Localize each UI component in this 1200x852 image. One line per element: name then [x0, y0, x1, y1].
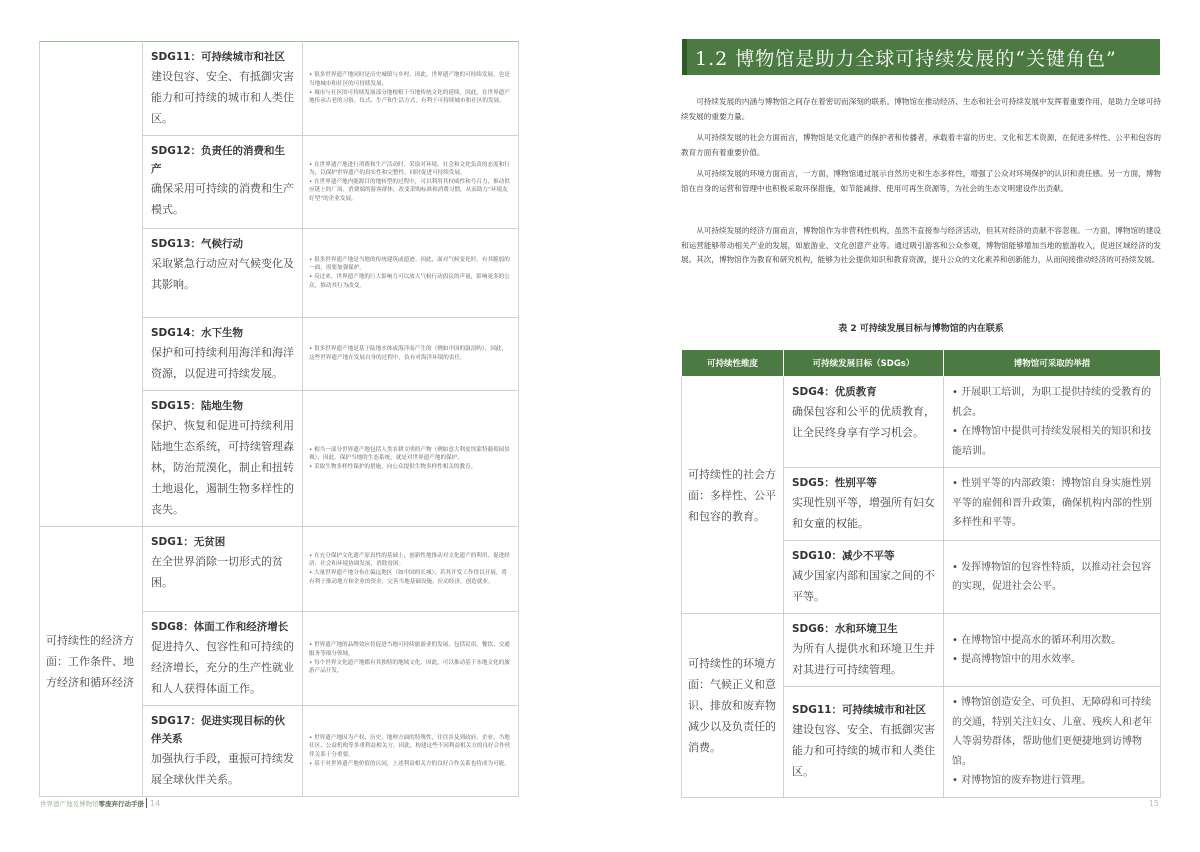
sdg-cell	[784, 687, 944, 798]
sdg-cell	[784, 614, 944, 687]
footer-title: 零废弃行动手册	[98, 799, 144, 808]
measure-item: • 反过来，世界遗产地的巨大影响力可以放大气候行动倡议的声量，影响更多的公众，推动其行为改变。	[309, 274, 510, 289]
measure-item: • 很多世界遗产地是当地的传统建筑或遗迹。因此，面对气候变化时，有其脆弱的一面，需要加强保护。	[309, 256, 510, 272]
sdg-title: SDG6：水和环境卫生	[792, 623, 898, 635]
dimension-cell	[682, 377, 784, 614]
measure-cell	[944, 687, 1161, 798]
measure-item: • 在博物馆中提高水的循环利用次数。	[952, 631, 1152, 651]
table-header-row	[682, 350, 1161, 377]
sdg-desc: 实现性别平等，增强所有妇女和女童的权能。	[792, 496, 935, 530]
measure-item: • 博物馆创造安全、可负担、无障碍和可持续的交通，特别关注妇女、儿童、残疾人和老年人等弱势群体，帮助他们更便捷地到访博物馆。	[952, 693, 1152, 771]
dimension-label: 可持续性的社会方面：多样性、公平和包容的教育。	[688, 467, 776, 523]
measure-item: • 提高博物馆中的用水效率。	[952, 650, 1152, 670]
sdg-desc: 在全世界消除一切形式的贫困。	[151, 555, 283, 589]
column-header: 博物馆可采取的举措	[944, 350, 1161, 377]
measure-cell	[303, 612, 519, 706]
heading-text: 1.2 博物馆是助力全球可持续发展的“关键角色”	[695, 47, 1117, 70]
sdg-title: SDG13：气候行动	[151, 238, 244, 250]
measure-item: • 大量世界遗产地分布在偏远地区（如中国的长城），若其开发工作得以开展，将有利于推动地方和企业的资金，完善当地基础设施，拉动经济，创造就业。	[309, 570, 508, 585]
measure-cell	[944, 468, 1161, 541]
measure-item: • 在世界遗产地进行消费和生产活动时，采取对环境、社会和文化负责的态度和行为，以保护世界遗产的真实性和完整性，同时促进可持续发展。	[309, 161, 510, 177]
paragraph: 可持续发展的内涵与博物馆之间存在着密切而深刻的联系。博物馆在推动经济、生态和社会可持续发展中发挥着重要作用，是助力全球可持续发展的重要力量。	[681, 97, 1161, 121]
sdg-cell	[143, 527, 303, 612]
table-caption: 表 2 可持续发展目标与博物馆的内在联系	[838, 324, 1004, 334]
sdg-desc: 加强执行手段，重振可持续发展全球伙伴关系。	[151, 752, 294, 786]
sdg-title: SDG1：无贫困	[151, 536, 226, 548]
sdg-desc: 保护和可持续利用海洋和海洋资源，以促进可持续发展。	[151, 346, 294, 380]
measure-item: • 对博物馆的废弃物进行管理。	[952, 771, 1152, 791]
sdg-cell	[143, 136, 303, 229]
sdg-title: SDG15：陆地生物	[151, 400, 244, 412]
sdg-desc: 保护、恢复和促进可持续利用陆地生态系统，可持续管理森林，防治荒漠化，制止和扭转土地退化，遏制生物多样性的丧失。	[151, 419, 294, 516]
measure-item: • 相当一部分世界遗产地包括人类农耕文明的产物（例如意大利皮埃蒙特葡萄园景观），因此，保护当地的生态系统，就是对世界遗产地的保护。	[309, 446, 510, 462]
paragraph: 从可持续发展的经济方面而言，博物馆作为非营利性机构，虽然不直接参与经济活动，但其对经济的贡献不容忽视。一方面，博物馆的建设和运营能够带动相关产业的发展，如旅游业、文化创意产业等。通过吸引游客和公众参观，博物馆能够增加当地的旅游收入，促进区域经济的发展。其次，博物馆作为教育和研究机构，能够为社会提供知识和教育资源，提升公众的文化素养和创新能力，从而间接推动经济的可持续发展。	[681, 226, 1161, 264]
sdg-desc: 为所有人提供水和环境卫生并对其进行可持续管理。	[792, 642, 935, 676]
measure-item: • 性别平等的内部政策：博物馆自身实施性别平等的雇佣和晋升政策，确保机构内部的性别多样性和平等。	[952, 474, 1152, 533]
sdg-title: SDG8：体面工作和经济增长	[151, 621, 289, 633]
right-sdg-table	[681, 349, 1161, 798]
sdg-cell	[143, 391, 303, 527]
sdg-title: SDG4：优质教育	[792, 386, 877, 398]
sdg-desc: 建设包容、安全、有抵御灾害能力和可持续的城市和人类住区。	[151, 70, 294, 125]
sdg-cell	[784, 468, 944, 541]
dimension-cell	[40, 527, 143, 797]
sdg-desc: 确保包容和公平的优质教育，让全民终身享有学习机会。	[792, 405, 935, 439]
sdg-title: SDG17：促进实现目标的伙伴关系	[151, 715, 286, 745]
measure-item: • 在充分保护文化遗产原真性的基础上，创新性地推动对文化遗产的利用，促进经济、社会和环境协调发展，消除贫困。	[309, 552, 510, 568]
measure-cell	[303, 391, 519, 527]
measure-item: • 很多世界遗产地同时是历史城镇与乡村。因此，世界遗产地的可持续发展，也是当地城市和社区的可持续发展。	[309, 72, 510, 87]
dimension-label: 可持续性的环境方面：气候正义和意识、排放和废弃物减少以及负责任的消费。	[688, 656, 776, 754]
measure-cell	[303, 527, 519, 612]
sdg-cell	[143, 706, 303, 797]
measure-cell	[303, 136, 519, 229]
measure-item: • 开展职工培训，为职工提供持续的受教育的机会。	[952, 383, 1152, 422]
dimension-cell	[682, 614, 784, 798]
section-heading	[682, 39, 1160, 75]
paragraph: 从可持续发展的社会方面而言，博物馆是文化遗产的保护者和传播者，承载着丰富的历史、文化和艺术资源，在促进多样性、公平和包容的教育方面有着重要价值。	[681, 133, 1161, 157]
measure-item: • 每个世界文化遗产地都有其独特的地域文化，因此，可以推动基于本地文化的旅游产品开发。	[309, 659, 510, 675]
table-row	[682, 614, 1161, 687]
measure-item: • 发挥博物馆的包容性特质，以推动社会包容的实现，促进社会公平。	[952, 558, 1152, 597]
measure-item: • 城市与社区的可持续发展部分地根植于当地传统文化的延续。因此，在世界遗产地传承古老的习俗、仪式、生产和生活方式，有利于可持续城市和社区的发展。	[309, 89, 510, 105]
sdg-title: SDG5：性别平等	[792, 477, 877, 489]
measure-cell	[944, 614, 1161, 687]
measure-cell	[944, 377, 1161, 468]
measure-item: • 在博物馆中提供可持续发展相关的知识和技能培训。	[952, 422, 1152, 461]
sdg-cell	[143, 42, 303, 136]
measure-item: • 在世界遗产地内能源目的地转型的过程中，可以利用其权威性和号召力，推动供应链上的厂商、消费端的游客群体，改变采购标准和消费习惯，从而助力“环境友好型”的企业发展。	[309, 178, 510, 202]
table-row	[682, 377, 1161, 468]
table-row	[40, 527, 519, 612]
sdg-desc: 建设包容、安全、有抵御灾害能力和可持续的城市和人类住区。	[792, 723, 935, 779]
sdg-title: SDG11：可持续城市和社区	[151, 51, 286, 63]
sdg-title: SDG10：减少不平等	[792, 550, 895, 562]
table-row	[40, 42, 519, 136]
sdg-title: SDG14：水下生物	[151, 327, 244, 339]
measure-item: • 基于对世界遗产地价值的认同，上述利益相关方的良好合作关系也将成为可能。	[309, 760, 510, 767]
column-header: 可持续性维度	[682, 350, 784, 377]
sdg-title: SDG12：负责任的消费和生产	[151, 145, 286, 175]
right-page	[600, 0, 1200, 852]
sdg-desc: 减少国家内部和国家之间的不平等。	[792, 569, 935, 603]
measure-cell	[944, 541, 1161, 614]
measure-item: • 世界遗产地的品牌效应将促进当地可持续旅游业的发展，包括民宿、餐饮、交通服务等细分领域。	[309, 642, 510, 657]
sdg-title: SDG11：可持续城市和社区	[792, 704, 927, 717]
paragraph: 从可持续发展的环境方面而言，一方面，博物馆通过展示自然历史和生态多样性，增强了公众对环境保护的认识和责任感。另一方面，博物馆在自身的运营和管理中也积极采取环保措施，如节能减排、使用可再生资源等，为社会的生态文明建设作出贡献。	[681, 169, 1161, 193]
footer-divider	[146, 798, 147, 808]
column-header: 可持续发展目标（SDGs）	[784, 350, 944, 377]
measure-item: • 世界遗产地因为产权、历史、地理方面的特殊性，往往涉及到政府、企业、当地社区、公益机构等多重利益相关方。因此，构建这些不同利益相关方的良好合作伙伴关系十分重要。	[309, 734, 511, 758]
dimension-cell	[40, 42, 143, 527]
dimension-label: 可持续性的经济方面：工作条件、地方经济和循环经济	[46, 634, 134, 689]
measure-cell	[303, 229, 519, 318]
page-number: 15	[1148, 799, 1159, 808]
measure-item: • 采取生物多样性保护的措施，向公众提供生物多样性相关的教育。	[309, 463, 477, 470]
sdg-cell	[143, 229, 303, 318]
sdg-desc: 促进持久、包容性和可持续的经济增长，充分的生产性就业和人人获得体面工作。	[151, 640, 294, 695]
sdg-cell	[784, 541, 944, 614]
footer-prefix: 世界遗产地及博物馆	[40, 799, 99, 808]
sdg-desc: 确保采用可持续的消费和生产模式。	[151, 182, 294, 216]
measure-cell	[303, 706, 519, 797]
left-sdg-table	[39, 41, 519, 797]
measure-cell	[303, 318, 519, 391]
measure-item: • 很多世界遗产地是基于陆地水体或海洋而产生的（例如中国的鼓浪屿），因此，这些世界遗产地在发展自身的过程中，负有对海洋环境的责任。	[309, 346, 508, 361]
sdg-cell	[784, 377, 944, 468]
measure-cell	[303, 42, 519, 136]
sdg-desc: 采取紧急行动应对气候变化及其影响。	[151, 257, 294, 291]
sdg-cell	[143, 318, 303, 391]
page-number: 14	[150, 798, 161, 808]
footer-left	[40, 798, 160, 808]
sdg-cell	[143, 612, 303, 706]
